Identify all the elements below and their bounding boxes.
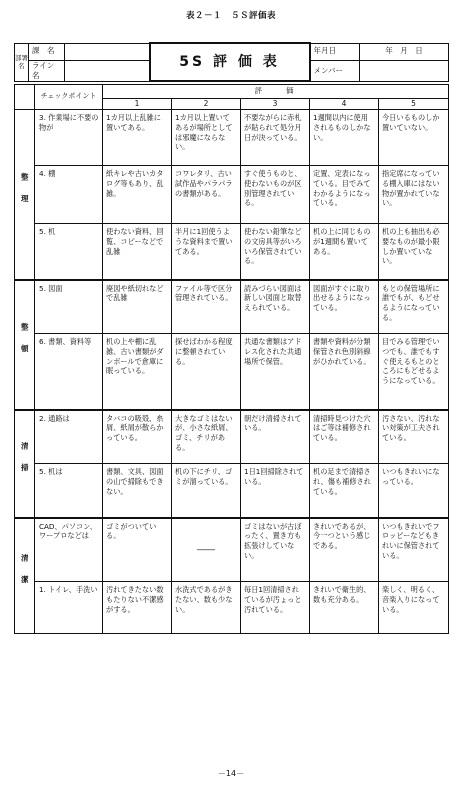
evaluation-cell: 1カ月以上置いてあるが場所としては邪魔にならない。: [172, 110, 241, 166]
evaluation-cell: 汚さない、汚れない対策が工夫されている。: [379, 410, 449, 464]
evaluation-cell: 1カ月以上乱雑に置いてある。: [103, 110, 172, 166]
section-field[interactable]: [65, 43, 150, 60]
evaluation-cell: 目でみる管理でいつでも、誰でもすぐ使えるもとのところにもどせるようになっている。: [379, 334, 449, 410]
evaluation-cell: 机の上に同じものが1週間も置いてある。: [310, 224, 379, 280]
score-header: 5: [379, 99, 449, 110]
evaluation-cell: いつもきれいでフロッピーなどもきれいに保管されている。: [379, 518, 449, 582]
evaluation-cell: 清掃時見つけた穴はご等は補修されている。: [310, 410, 379, 464]
evaluation-cell: 書類、文具、図面の山で掃除もできない。: [103, 464, 172, 518]
table-row: [15, 334, 449, 410]
evaluation-cell: ゴミがついている。: [103, 518, 172, 582]
checkpoint-item: CAD、パソコン、ワープロなどは: [35, 518, 103, 582]
checkpoint-item: 1. トイレ、手洗い: [35, 582, 103, 634]
section-label: 課 名: [29, 43, 65, 60]
checkpoint-item: 2. 通路は: [35, 410, 103, 464]
evaluation-cell: 机の下にチリ、ゴミが溜っている。: [172, 464, 241, 518]
table-row: [15, 110, 449, 166]
checkpoint-header: チェックポイント: [35, 85, 103, 110]
category-label: 清潔: [15, 518, 35, 634]
evaluation-cell: きれいであるが、今一つという感じである。: [310, 518, 379, 582]
score-header: 2: [172, 99, 241, 110]
checkpoint-item: 5. 机は: [35, 464, 103, 518]
category-header-cell: [15, 85, 35, 110]
evaluation-cell: 水洗式であるがきたない、数も少ない。: [172, 582, 241, 634]
checkpoint-item: 5. 図面: [35, 280, 103, 334]
evaluation-cell: 毎日1回清掃されているが汚ょっと汚れている。: [241, 582, 310, 634]
evaluation-cell: 1日1回掃除されている。: [241, 464, 310, 518]
member-label: メンバー: [310, 60, 360, 81]
table-row: [15, 280, 449, 334]
table-row: [15, 464, 449, 518]
evaluation-cell: 不要ながらに赤札が貼られて処分月日が決っている。: [241, 110, 310, 166]
line-field[interactable]: [65, 60, 150, 81]
page-number: －14－: [217, 769, 245, 778]
evaluation-cell: 紙キレや古いカタログ等もあり、乱雑。: [103, 166, 172, 224]
evaluation-cell: 机の上も抽出も必要なものが最小限しか置いていない。: [379, 224, 449, 280]
evaluation-cell: 半月に1回使うような資料まで置いてある。: [172, 224, 241, 280]
form-title: 5S 評 価 表: [150, 43, 310, 81]
evaluation-cell: 楽しく、明るく、音楽入りになっている。: [379, 582, 449, 634]
evaluation-cell: 定置、定表になっている。目でみてわかるようになっている。: [310, 166, 379, 224]
evaluation-cell: 探せばわかる程度に整頓されている。: [172, 334, 241, 410]
evaluation-cell: タバコの吸殻、糸屑、紙屑が散らかっている。: [103, 410, 172, 464]
category-label: 清掃: [15, 410, 35, 518]
evaluation-cell: 机の足まで清掃され、傷も補修されている。: [310, 464, 379, 518]
dept-label: 部署名: [15, 43, 29, 81]
category-label: 整理: [15, 110, 35, 280]
score-header: 1: [103, 99, 172, 110]
score-header: 4: [310, 99, 379, 110]
evaluation-cell: 指定席になっている棚入庫にはない物が置かれていない。: [379, 166, 449, 224]
evaluation-cell: 読みづらい図面は新しい図面と取替えられている。: [241, 280, 310, 334]
date-label: 年月日: [310, 43, 360, 60]
score-header: 3: [241, 99, 310, 110]
line-label: ライン名: [29, 60, 65, 81]
table-row: [15, 166, 449, 224]
evaluation-cell: 使わない資料、回覧、コピーなどで乱雑: [103, 224, 172, 280]
evaluation-cell: いつもきれいになっている。: [379, 464, 449, 518]
checkpoint-item: 5. 机: [35, 224, 103, 280]
evaluation-cell: ファイル等で区分管理されている。: [172, 280, 241, 334]
checkpoint-item: 4. 棚: [35, 166, 103, 224]
evaluation-cell: 今日いるものしか置いていない。: [379, 110, 449, 166]
evaluation-cell: きれいで衛生的、数も充分ある。: [310, 582, 379, 634]
table-row: [15, 224, 449, 280]
header-form: [14, 42, 449, 82]
evaluation-cell: 使わない鉛筆などの文房具等がいろいろ保管されている。: [241, 224, 310, 280]
evaluation-cell: すぐ使うものと、使わないものが区別管理されている。: [241, 166, 310, 224]
table-row: [15, 582, 449, 634]
evaluation-table: [14, 84, 449, 634]
table-row: [15, 410, 449, 464]
checkpoint-item: 6. 書類、資料等: [35, 334, 103, 410]
evaluation-cell: ゴミはないが古ぼったく、置き方も拡張けしていない。: [241, 518, 310, 582]
date-field[interactable]: 年 月 日: [360, 43, 449, 60]
evaluation-header: 評 価: [103, 85, 449, 99]
document-caption: 表２－１ ５Ｓ評価表: [185, 11, 276, 21]
evaluation-cell: 汚れてきたない数もたりない不潔感がする。: [103, 582, 172, 634]
evaluation-cell: 図面がすぐに取り出せるようになっている。: [310, 280, 379, 334]
category-label: 整頓: [15, 280, 35, 410]
evaluation-cell: 1週間以内に使用されるものしかない。: [310, 110, 379, 166]
evaluation-cell: コワレタリ、古い試作品やパラパラの書類がある。: [172, 166, 241, 224]
checkpoint-item: 3. 作業場に不要の物が: [35, 110, 103, 166]
evaluation-cell: 机の上や棚に乱雑、古い書類がダンボールで倉庫に眠っている。: [103, 334, 172, 410]
evaluation-cell: 朝だけ清掃されている。: [241, 410, 310, 464]
evaluation-cell: ――: [172, 518, 241, 582]
evaluation-cell: もとの保管場所に誰でもが、もどせるようになっている。: [379, 280, 449, 334]
evaluation-cell: 書類や資料が分類保管され色別斜線がひかれている。: [310, 334, 379, 410]
member-field[interactable]: [360, 60, 449, 81]
table-row: [15, 518, 449, 582]
evaluation-cell: 共通な書類はアドレス化された共通場所で保管。: [241, 334, 310, 410]
evaluation-cell: 廃図や紙切れなどで乱雑: [103, 280, 172, 334]
evaluation-cell: 大きなゴミはないが、小さな紙屑、ゴミ、チリがある。: [172, 410, 241, 464]
